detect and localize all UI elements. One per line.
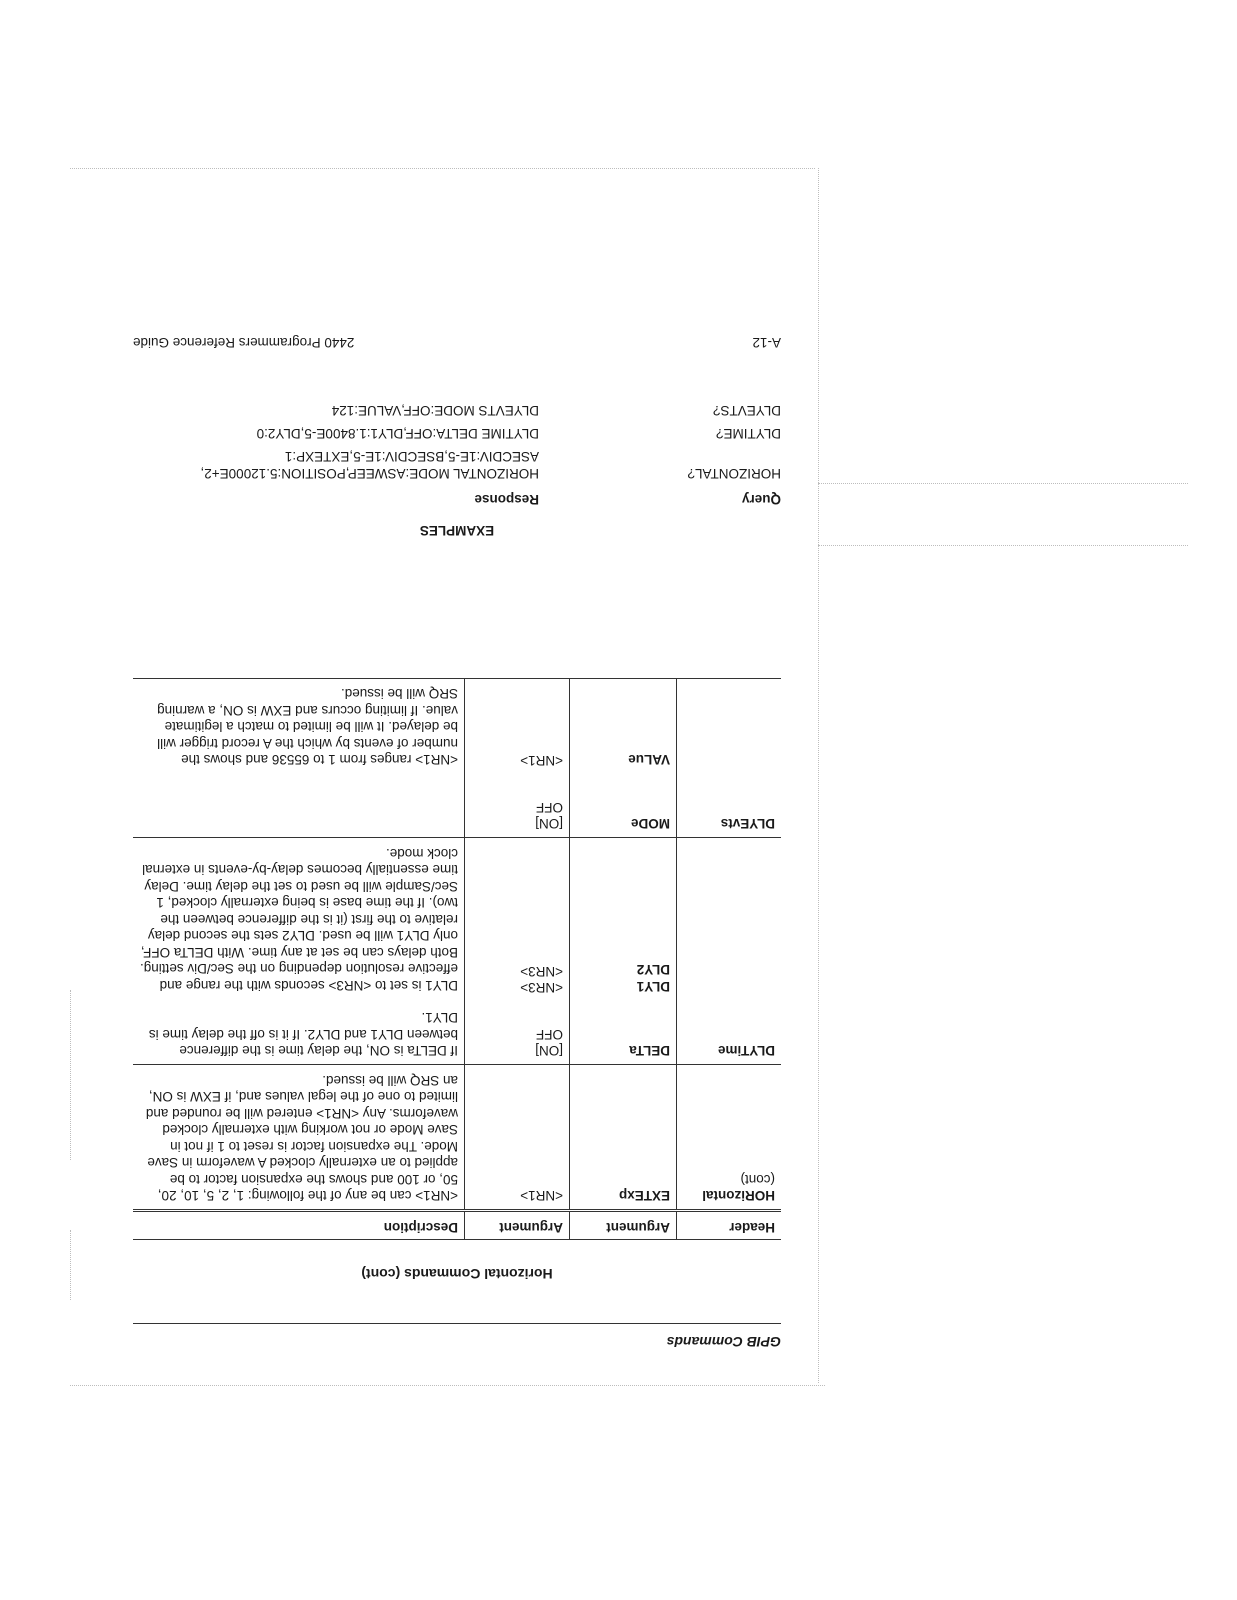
row-argument-value-cell (465, 679, 570, 839)
argument-value: [ON] (535, 1043, 563, 1059)
examples-response-label: Response (474, 492, 539, 507)
col-header-argument-1: Argument (570, 1211, 677, 1240)
argument-value: OFF (536, 800, 563, 815)
table-title: Horizontal Commands (cont) (361, 1266, 553, 1282)
table-row (133, 838, 781, 1065)
header-rule (133, 1323, 781, 1324)
examples-title: EXAMPLES (419, 523, 495, 538)
example-query: DLYEVTS? (712, 403, 781, 418)
example-row (133, 402, 781, 419)
row-argument-cell (570, 1065, 677, 1211)
rotated-document-page (133, 200, 781, 1350)
row-argument-cell (570, 838, 677, 1065)
scan-edge-extension-2 (818, 545, 1188, 546)
row-description-cell (133, 679, 465, 839)
footer-page-number: A-12 (752, 335, 781, 350)
table-header-row (133, 1211, 781, 1240)
argument-keyword: VALue (628, 752, 670, 767)
section-header: GPIB Commands (666, 1334, 781, 1350)
command-header: DLYEvts (720, 816, 775, 832)
examples-grid (133, 402, 781, 508)
argument-keyword: EXTExp (618, 1188, 670, 1204)
scan-edge-right (818, 168, 819, 1383)
argument-value: <NR3> (520, 980, 563, 996)
scan-edge-bottom (70, 1385, 825, 1386)
row-description-cell (133, 1065, 465, 1211)
table-row (133, 679, 781, 839)
description-text: If DELTa is ON, the delay time is the difference between DLY1 and DLY2. If it is off the delay time is DLY1. (148, 1010, 458, 1059)
command-header: DLYTime (717, 1043, 775, 1059)
row-argument-value-cell (465, 838, 570, 1065)
argument-value: <NR1> (520, 753, 563, 769)
example-response: HORIZONTAL MODE:ASWEEP,POSITION:5.12000E+2, (200, 466, 539, 481)
row-argument-cell (570, 679, 677, 839)
argument-value: [ON] (535, 816, 563, 832)
example-response: DLYEVTS MODE:OFF,VALUE:124 (331, 403, 539, 418)
col-header-header: Header (677, 1211, 782, 1240)
col-header-argument-2: Argument (465, 1211, 570, 1240)
description-text: <NR1> ranges from 1 to 65536 and shows the number of events by which the A record trigger will be delayed. It will be limited to match a legitimate value. If limiting occurs and EXW is ON, a warning SRQ will be issued. (157, 686, 458, 768)
argument-value: <NR1> (520, 1188, 563, 1204)
description-text: DLY1 is set to <NR3> seconds with the range and effective resolution depending on the Sec/Div setting. Both delays can be set at any time. With DELTa OFF, only DLY1 will be used. DLY2 sets the second delay relative to the first (it is the difference between the two). If the time base is being externally clocked, 1 Sec/Sample will be used to set the delay time. Delay time essentially becomes delay-by-events in external clock mode. (140, 846, 458, 993)
scan-edge-left-2 (70, 1230, 71, 1300)
row-description-cell (133, 838, 465, 1065)
examples-query-label: Query (741, 492, 781, 507)
description-text: <NR1> can be any of the following: 1, 2, 5, 10, 20, 50, or 100 and shows the expansion factor to be applied to an externally clocked A waveform in Save Mode. The expansion factor is reset to 1 if not in Save Mode or not working with externally clocked waveforms. Any <NR1> entered will be rounded and limited to one of the legal values and, if EXW is ON, an SRQ will be issued. (145, 1073, 458, 1204)
row-header-cell (677, 679, 782, 839)
row-argument-value-cell (465, 1065, 570, 1211)
example-row (133, 419, 781, 442)
scan-edge-extension (818, 483, 1188, 484)
footer-guide-title: 2440 Programmers Reference Guide (133, 335, 355, 350)
argument-keyword: MODe (630, 816, 670, 832)
scan-edge-top (70, 168, 815, 169)
commands-table (133, 678, 781, 1240)
example-query: DLYTIME? (715, 426, 781, 441)
row-header-cell (677, 838, 782, 1065)
argument-value: OFF (536, 1027, 563, 1042)
argument-keyword: DLY1 (636, 979, 670, 994)
table-row (133, 1065, 781, 1211)
argument-keyword: DELTa (629, 1043, 670, 1059)
example-response-continued: ASECDIV:1E-5,BSECDIV:1E-5,EXTEXP:1 (284, 449, 539, 464)
page-footer (133, 335, 781, 350)
example-query: HORIZONTAL? (687, 466, 781, 481)
argument-keyword: DLY2 (636, 962, 670, 978)
example-response: DLYTIME DELTA:OFF,DLY1:1.8400E-5,DLY2:0 (256, 426, 539, 441)
col-header-description: Description (133, 1211, 465, 1240)
row-header-cell (677, 1065, 782, 1211)
command-header: HORizontal (702, 1188, 775, 1204)
example-response-block (133, 442, 539, 482)
examples-header-row (133, 491, 781, 508)
argument-value: <NR3> (520, 964, 563, 979)
example-row (133, 442, 781, 482)
scan-edge-left (70, 990, 71, 1160)
command-header-note: (cont) (740, 1172, 775, 1187)
